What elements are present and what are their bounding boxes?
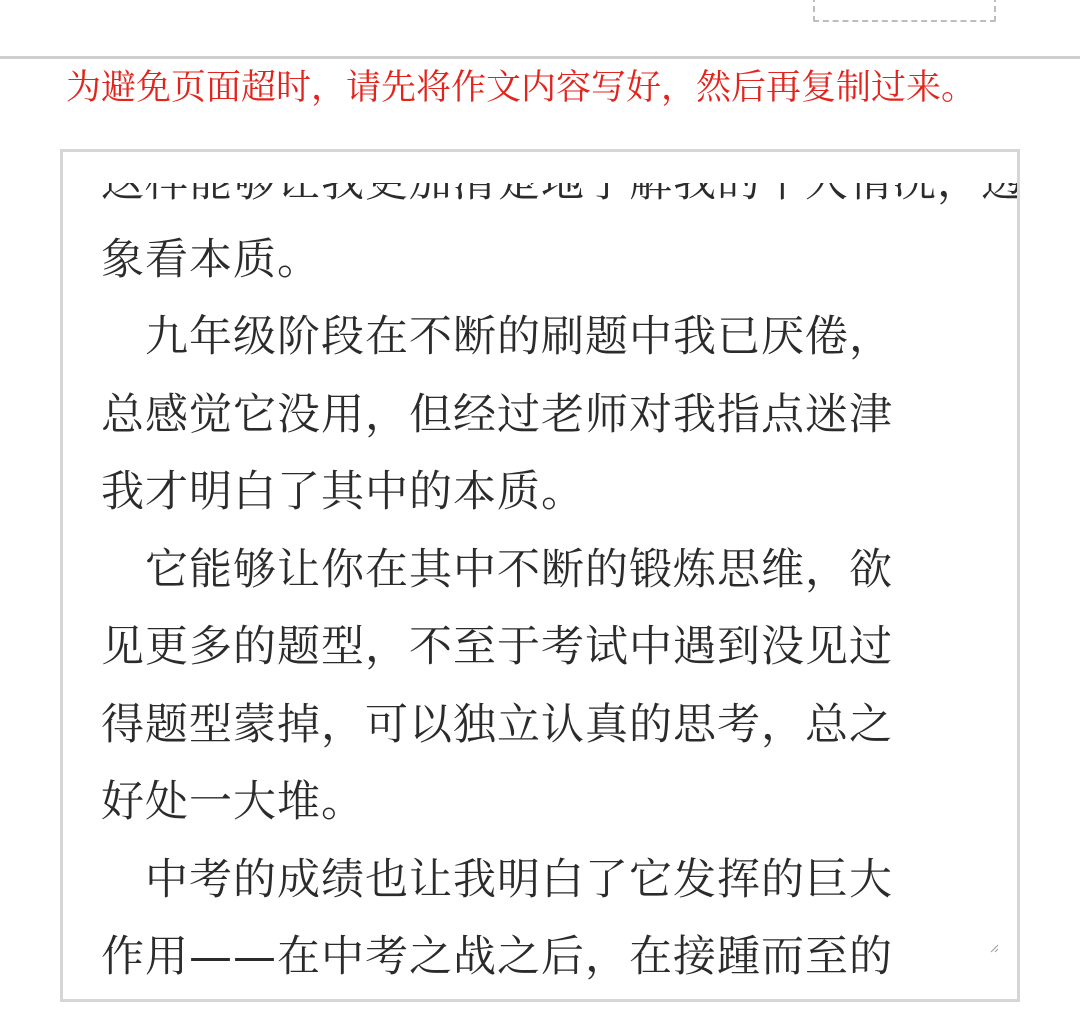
essay-line: 象看本质。 xyxy=(101,234,321,285)
essay-line: 见更多的题型，不至于考试中遇到没见过 xyxy=(101,622,893,672)
essay-line: 我才明白了其中的本质。 xyxy=(101,467,585,517)
top-toolbar-area xyxy=(0,0,1080,56)
scroll-clip-mask xyxy=(63,152,1017,183)
resize-grip-icon[interactable] xyxy=(989,943,999,953)
essay-line: 九年级阶段在不断的刷题中我已厌倦， xyxy=(101,312,893,362)
essay-line: 好处一大堆。 xyxy=(101,777,365,827)
essay-line: 得题型蒙掉，可以独立认真的思考，总之 xyxy=(101,699,893,750)
upload-placeholder-box[interactable] xyxy=(813,0,996,22)
essay-line: 它能够让你在其中不断的锻炼思维，欲 xyxy=(101,544,893,595)
timeout-notice: 为避免页面超时，请先将作文内容写好，然后再复制过来。 xyxy=(66,68,977,108)
top-divider xyxy=(0,56,1080,59)
essay-line: 作用——在中考之战之后，在接踵而至的 xyxy=(101,932,893,982)
essay-text xyxy=(101,149,981,997)
essay-textarea[interactable] xyxy=(60,149,1020,1002)
essay-line: 中考的成绩也让我明白了它发挥的巨大 xyxy=(101,854,893,905)
essay-line: 总感觉它没用，但经过老师对我指点迷津 xyxy=(101,389,893,440)
